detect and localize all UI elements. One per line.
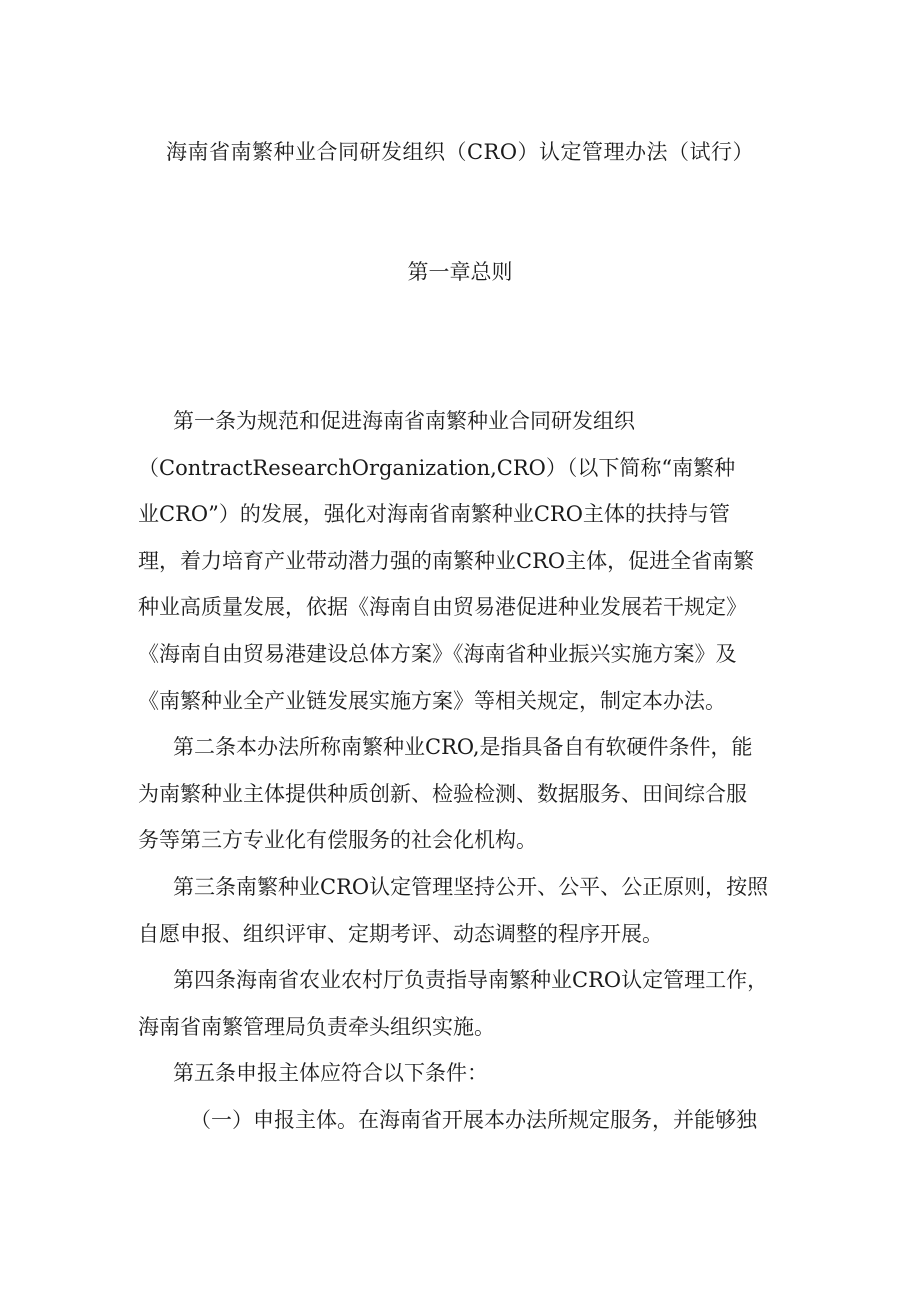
text-line: 第五条申报主体应符合以下条件： [173, 1061, 488, 1086]
text-line: 自愿申报、组织评审、定期考评、动态调整的程序开展。 [138, 921, 663, 946]
text-line: 海南省南繁管理局负责牵头组织实施。 [138, 1014, 495, 1039]
text-line: 第四条海南省农业农村厅负责指导南繁种业CRO认定管理工作， [173, 968, 769, 993]
text-line: 理，着力培育产业带动潜力强的南繁种业CRO主体，促进全省南繁 [138, 548, 755, 573]
chapter-title: 第一章总则 [407, 260, 513, 284]
text-line: 业CRO”）的发展，强化对海南省南繁种业CRO主体的扶持与管 [138, 502, 730, 527]
text-line: （ContractResearchOrganization,CRO）（以下简称“南繁种 [138, 455, 736, 480]
text-line: 《海南自由贸易港建设总体方案》《海南省种业振兴实施方案》及 [138, 641, 737, 666]
document-body [138, 398, 783, 1144]
text-line: 务等第三方专业化有偿服务的社会化机构。 [138, 828, 537, 853]
text-line: 第二条本办法所称南繁种业CRO,是指具备自有软硬件条件，能 [173, 735, 753, 760]
text-line: 第一条为规范和促进海南省南繁种业合同研发组织 [173, 409, 635, 433]
text-line: 第三条南繁种业CRO认定管理坚持公开、公平、公正原则，按照 [173, 874, 769, 899]
text-line: 为南繁种业主体提供种质创新、检验检测、数据服务、田间综合服 [138, 781, 747, 806]
text-line: （一）申报主体。在海南省开展本办法所规定服务，并能够独 [190, 1107, 757, 1132]
text-line: 种业高质量发展，依据《海南自由贸易港促进种业发展若干规定》 [138, 595, 747, 620]
document-title: 海南省南繁种业合同研发组织（CRO）认定管理办法（试行） [165, 140, 755, 164]
text-line: 《南繁种业全产业链发展实施方案》等相关规定，制定本办法。 [138, 688, 726, 713]
